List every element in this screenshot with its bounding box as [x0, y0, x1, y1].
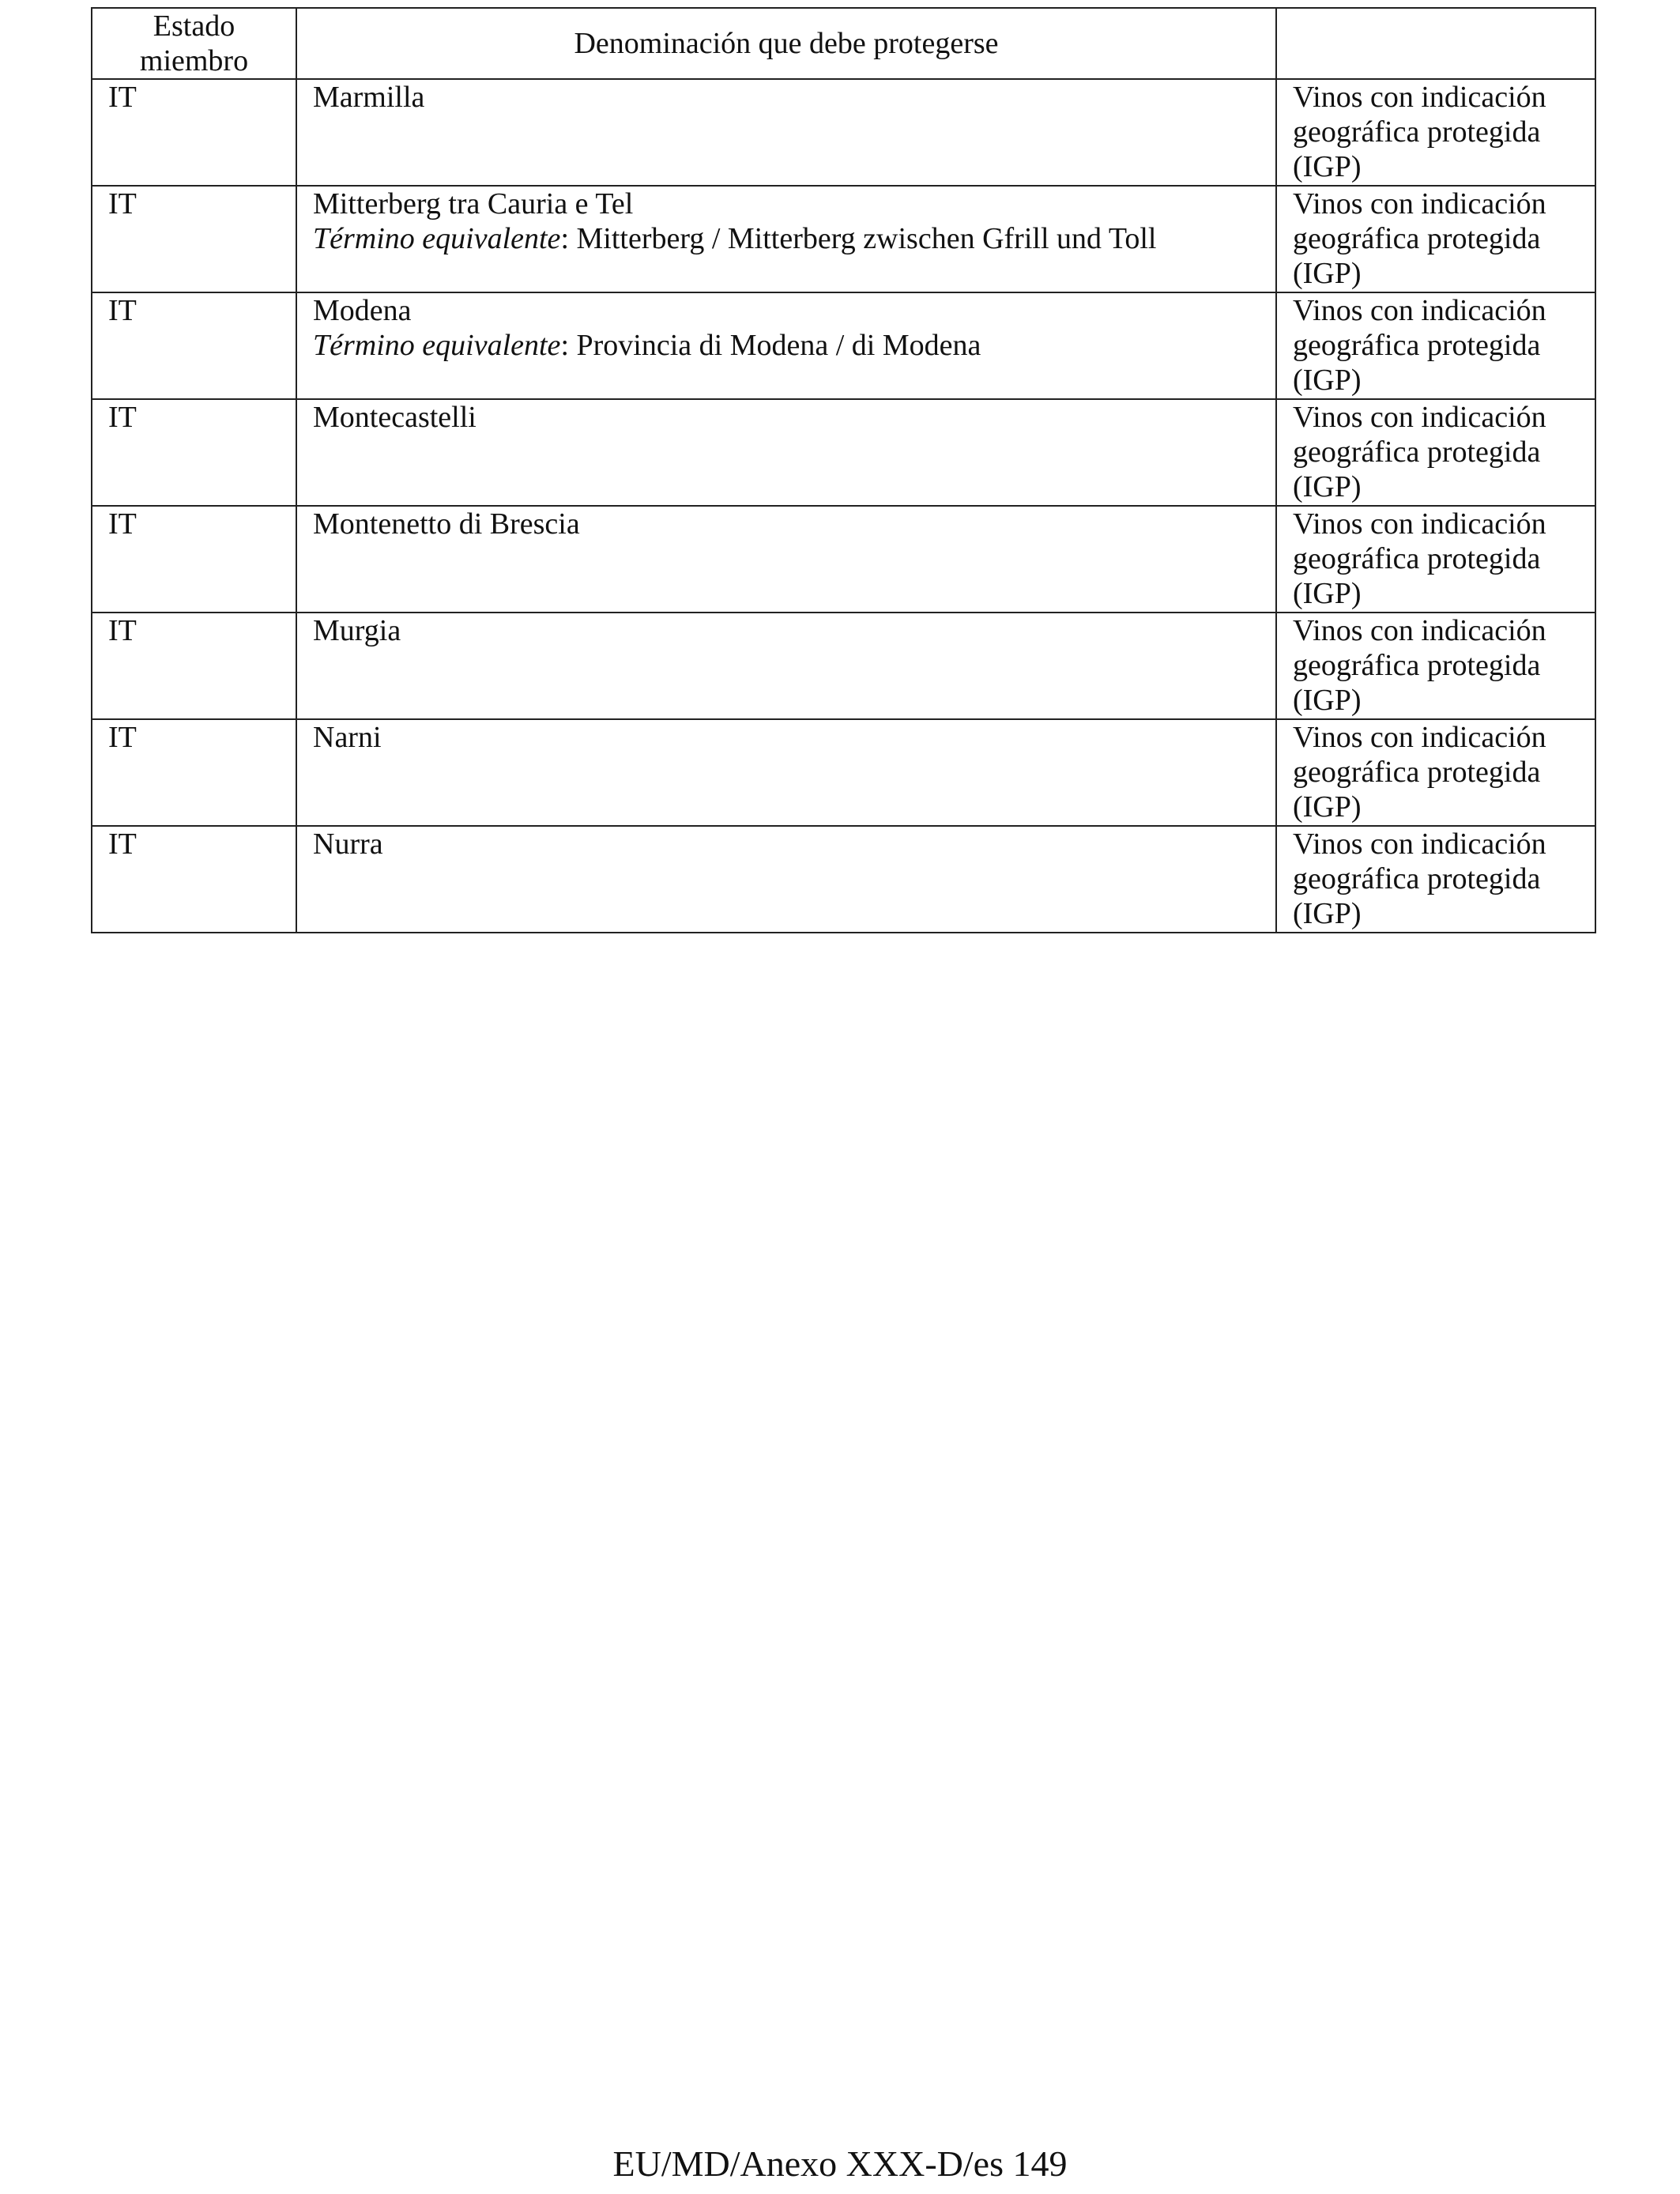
- table-header-row: [92, 8, 1595, 79]
- denomination-name: Narni: [313, 721, 382, 754]
- cell-denomination: [296, 719, 1276, 826]
- header-member-state: Estado miembro: [92, 8, 296, 79]
- equivalent-term-label: Término equivalente: [313, 329, 561, 362]
- category-text: Vinos con indicación geográfica protegida (IGP): [1293, 401, 1546, 503]
- cell-member-state: IT: [92, 399, 296, 506]
- denomination-name: Montenetto di Brescia: [313, 507, 580, 541]
- cell-denomination: [296, 399, 1276, 506]
- equivalent-term-value: Mitterberg / Mitterberg zwischen Gfrill und Toll: [576, 222, 1157, 255]
- equivalent-term: Término equivalente: Mitterberg / Mitterberg zwischen Gfrill und Toll: [313, 222, 1157, 255]
- cell-category: [1276, 719, 1595, 826]
- equivalent-term-value: Provincia di Modena / di Modena: [576, 329, 981, 362]
- category-text: Vinos con indicación geográfica protegida (IGP): [1293, 721, 1546, 824]
- cell-member-state: IT: [92, 79, 296, 186]
- cell-member-state: IT: [92, 719, 296, 826]
- category-text: Vinos con indicación geográfica protegida (IGP): [1293, 187, 1546, 290]
- denomination-name: Nurra: [313, 827, 383, 861]
- category-text: Vinos con indicación geográfica protegida (IGP): [1293, 507, 1546, 610]
- cell-denomination: [296, 79, 1276, 186]
- cell-denomination: [296, 292, 1276, 399]
- header-denomination: Denominación que debe protegerse: [296, 8, 1276, 79]
- table-row: [92, 79, 1595, 186]
- denominations-table: [91, 7, 1596, 933]
- table-row: [92, 826, 1595, 933]
- table-row: [92, 292, 1595, 399]
- cell-category: [1276, 506, 1595, 613]
- category-text: Vinos con indicación geográfica protegida (IGP): [1293, 827, 1546, 930]
- cell-denomination: [296, 186, 1276, 292]
- cell-member-state: IT: [92, 506, 296, 613]
- cell-category: [1276, 186, 1595, 292]
- category-text: Vinos con indicación geográfica protegida (IGP): [1293, 81, 1546, 183]
- table-body: [92, 79, 1595, 933]
- cell-member-state: IT: [92, 186, 296, 292]
- cell-category: [1276, 292, 1595, 399]
- table-row: [92, 186, 1595, 292]
- table-row: [92, 506, 1595, 613]
- denomination-name: Murgia: [313, 614, 401, 647]
- denomination-name: Mitterberg tra Cauria e Tel: [313, 187, 634, 221]
- table-row: [92, 613, 1595, 719]
- table-row: [92, 399, 1595, 506]
- page-footer-reference: EU/MD/Anexo XXX-D/es 149: [612, 2143, 1068, 2184]
- cell-member-state: IT: [92, 292, 296, 399]
- cell-category: [1276, 613, 1595, 719]
- category-text: Vinos con indicación geográfica protegida (IGP): [1293, 294, 1546, 397]
- category-text: Vinos con indicación geográfica protegida (IGP): [1293, 614, 1546, 717]
- denomination-name: Marmilla: [313, 81, 425, 114]
- cell-member-state: IT: [92, 613, 296, 719]
- cell-category: [1276, 399, 1595, 506]
- cell-category: [1276, 79, 1595, 186]
- denomination-name: Modena: [313, 294, 412, 327]
- equivalent-term: Término equivalente: Provincia di Modena / di Modena: [313, 329, 981, 362]
- table-row: [92, 719, 1595, 826]
- cell-denomination: [296, 613, 1276, 719]
- cell-denomination: [296, 826, 1276, 933]
- cell-denomination: [296, 506, 1276, 613]
- equivalent-term-label: Término equivalente: [313, 222, 561, 255]
- denomination-name: Montecastelli: [313, 401, 477, 434]
- cell-member-state: IT: [92, 826, 296, 933]
- header-category: [1276, 8, 1595, 79]
- cell-category: [1276, 826, 1595, 933]
